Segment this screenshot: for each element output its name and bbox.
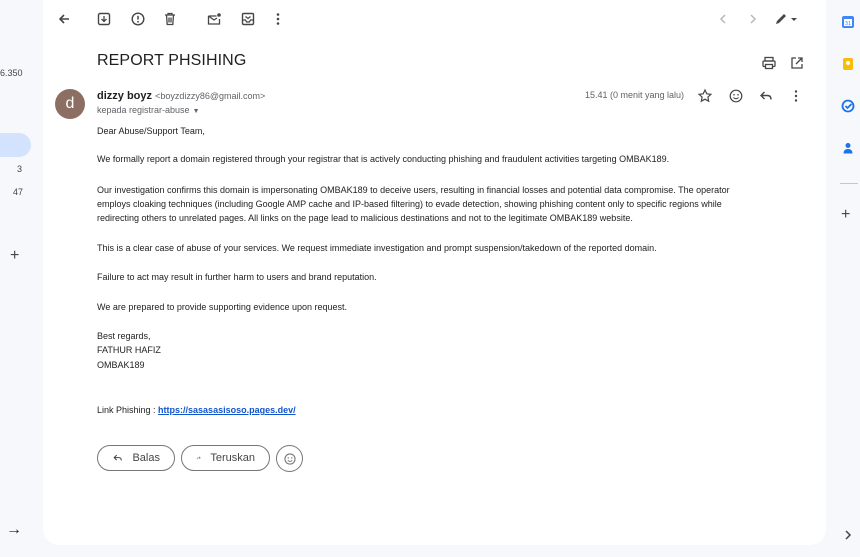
keep-icon[interactable]	[841, 57, 855, 71]
reply-icon	[112, 451, 123, 465]
folder-count-b: 47	[13, 187, 24, 197]
contacts-icon[interactable]	[841, 141, 855, 155]
body-paragraph-2-line-2: employs cloaking techniques (including Google AMP cache and IP-based filtering) to evade detection, showing phishing content only to specific regions while	[97, 199, 722, 209]
chevron-down-icon[interactable]: ▼	[192, 108, 200, 115]
body-paragraph-5: We are prepared to provide supporting evidence upon request.	[97, 302, 347, 312]
reply-icon[interactable]	[758, 88, 774, 104]
print-icon[interactable]	[761, 55, 777, 71]
prev-icon[interactable]	[714, 10, 732, 28]
signature-company: OMBAK189	[97, 360, 145, 370]
forward-button[interactable]	[181, 445, 270, 471]
avatar[interactable]: d	[55, 89, 85, 119]
forward-icon	[196, 451, 201, 465]
back-arrow-icon[interactable]	[55, 10, 73, 28]
reply-button[interactable]	[97, 445, 175, 471]
recipient-line[interactable]	[97, 105, 200, 115]
forward-button-label: Teruskan	[210, 452, 255, 464]
body-paragraph-2-line-1: Our investigation confirms this domain is impersonating OMBAK189 to deceive users, resulting in financial losses and potential data compromise. The operator	[97, 185, 730, 195]
phishing-link-line	[97, 403, 797, 417]
move-to-icon[interactable]	[239, 10, 257, 28]
email-subject: REPORT PHSIHING	[97, 52, 247, 69]
sender-line	[97, 90, 265, 102]
delete-icon[interactable]	[161, 10, 179, 28]
left-rail	[0, 0, 42, 557]
reply-button-label: Balas	[132, 452, 160, 464]
folder-count-a: 3	[17, 164, 23, 174]
more-vert-icon[interactable]	[788, 88, 804, 104]
add-addon-icon[interactable]: +	[841, 206, 851, 223]
add-label-icon[interactable]: +	[10, 247, 20, 264]
timestamp: 15.41 (0 menit yang lalu)	[585, 90, 685, 100]
calendar-icon[interactable]	[841, 15, 855, 29]
report-spam-icon[interactable]	[129, 10, 147, 28]
inbox-count: 6.350	[0, 68, 23, 78]
signature-closing: Best regards,	[97, 331, 151, 341]
body-paragraph-4: Failure to act may result in further harm to users and brand reputation.	[97, 272, 377, 282]
side-panel-rail	[836, 0, 860, 557]
pen-icon[interactable]	[773, 10, 801, 28]
email-view	[43, 0, 826, 545]
signature-name: FATHUR HAFIZ	[97, 345, 161, 355]
emoji-icon	[283, 452, 297, 466]
chevron-right-icon[interactable]	[841, 528, 855, 542]
body-greeting: Dear Abuse/Support Team,	[97, 126, 205, 136]
divider	[840, 183, 858, 184]
sender-name[interactable]: dizzy boyz	[97, 90, 153, 102]
selected-folder-pill[interactable]	[0, 133, 31, 157]
tasks-icon[interactable]	[841, 99, 855, 113]
body-paragraph-2-line-3: redirecting others to unrelated pages. All links on the page lead to malicious destinations and not to the legitimate OMBAK189 website.	[97, 213, 633, 223]
emoji-reaction-icon[interactable]	[728, 88, 744, 104]
body-paragraph-1: We formally report a domain registered through your registrar that is actively conducting phishing and fraudulent activities targeting OMBAK189.	[97, 154, 670, 164]
body-paragraph-3: This is a clear case of abuse of your services. We request immediate investigation and prompt suspension/takedown of the reported domain.	[97, 243, 657, 253]
sender-email: <boyzdizzy86@gmail.com>	[155, 91, 266, 101]
expand-arrow-icon[interactable]: →	[6, 521, 22, 538]
recipient-text: kepada registrar-abuse	[97, 105, 190, 115]
next-icon[interactable]	[744, 10, 762, 28]
mark-unread-icon[interactable]	[205, 10, 223, 28]
star-icon[interactable]	[697, 88, 713, 104]
phishing-link[interactable]: https://sasasasisoso.pages.dev/	[158, 405, 296, 415]
phishing-link-label: Link Phishing :	[97, 405, 159, 415]
more-vert-icon[interactable]	[269, 10, 287, 28]
svg-text:31: 31	[844, 21, 852, 27]
emoji-reaction-button[interactable]	[276, 445, 303, 472]
open-new-window-icon[interactable]	[789, 55, 805, 71]
archive-icon[interactable]	[95, 10, 113, 28]
